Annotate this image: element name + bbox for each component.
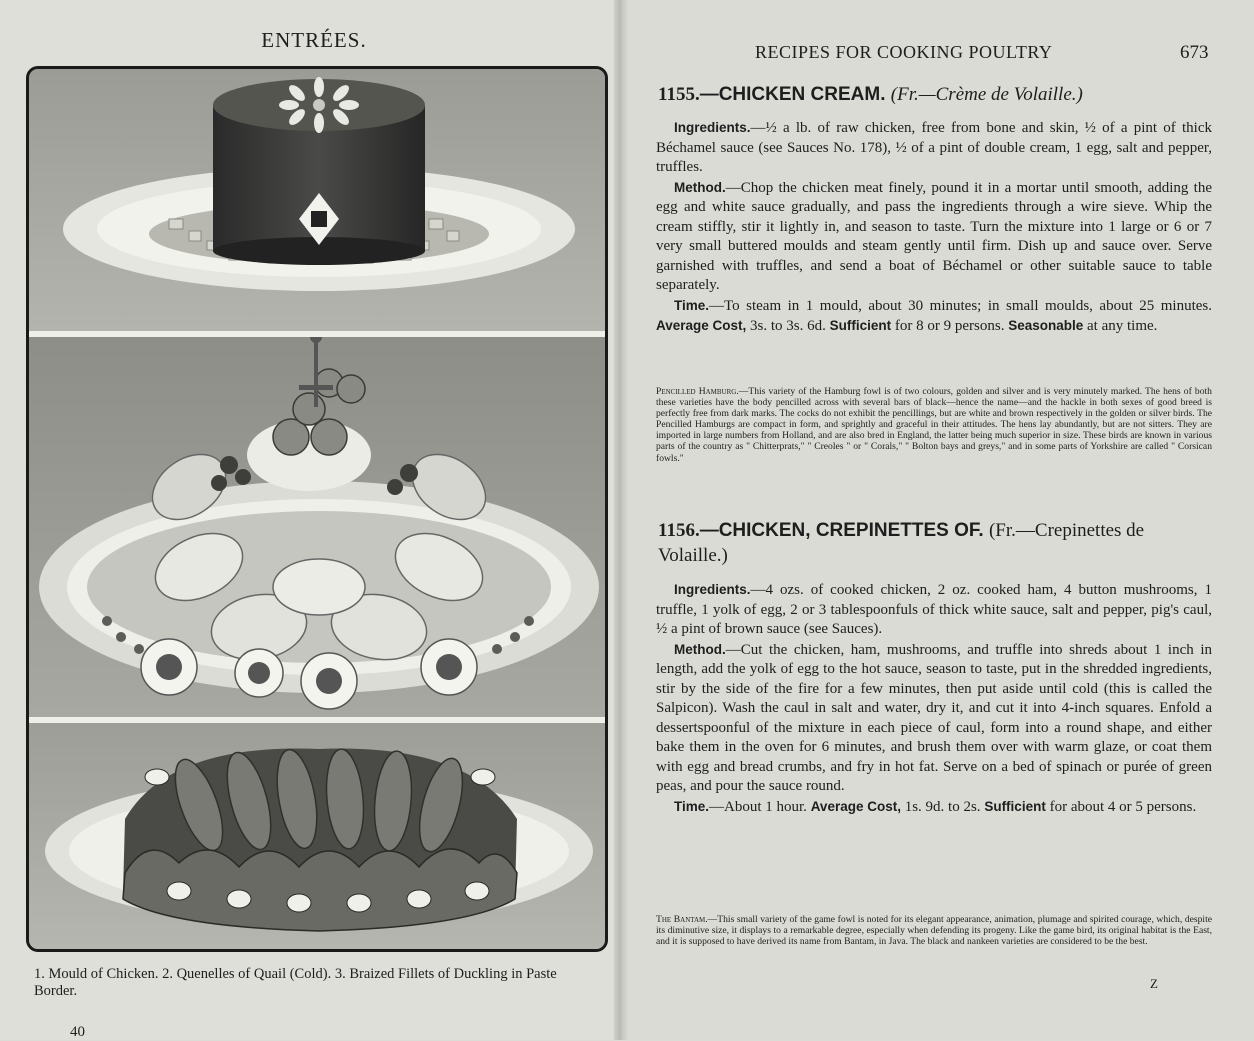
time-paragraph [656, 797, 1212, 818]
cost-text: 1s. 9d. to 2s. [904, 798, 981, 815]
sufficient-text: for 8 or 9 persons. [894, 318, 1005, 334]
right-page-number: 673 [1180, 42, 1209, 63]
note-text: —This small variety of the game fowl is noted for its elegant appearance, animation, plumage and spirited courage, which, despite its diminutive size, it displays to a remarkable degree, especially when defending its progeny. Like the game bird, its original habitat is the East, and it is supposed to have derived its name from Bantam, in Java. The black and nankeen varieties are considered to be the best. [656, 914, 1212, 948]
time-paragraph [656, 296, 1212, 337]
ingredients-text: —½ a lb. of raw chicken, free from bone and skin, ½ of a pint of thick Béchamel sauce (see Sauces No. 178), ½ of a pint of double cream, 1 egg, salt and pepper, truffles. [656, 120, 1212, 175]
note-heading: The Bantam. [656, 914, 708, 925]
method-paragraph [656, 178, 1212, 296]
recipe-name: —CHICKEN CREAM. [699, 84, 886, 105]
time-text: —To steam in 1 mould, about 30 minutes; in small moulds, about 25 minutes. [709, 297, 1212, 314]
cost-label: Average Cost, [656, 318, 747, 333]
signature-mark: Z [1150, 976, 1158, 991]
recipe-1155-title [658, 84, 1218, 106]
braized-fillets-illustration [29, 723, 605, 949]
recipe-number: 1156. [658, 520, 700, 541]
note-text: —This variety of the Hamburg fowl is of two colours, golden and silver and is very minutely marked. The hens of both these varieties have the body pencilled across with several bars of black—hence the name—and the hackle in both sexes of good breed is perfectly free from dark marks. The cocks do not exhibit the pencillings, but are white and brown respectively in the golden or silver birds. The Pencilled Hamburgs are compact in form, and sprightly and graceful in their attitudes. The hens lay abundantly, but are not sitters. They are imported in large numbers from Holland, and are also bred in England, the latter being much superior in size. These birds are known in various parts of the country as " Chitterprats," " Creoles " or " Corals," " Bolton bays and greys," and in some parts of Yorkshire are called " Corsican fowls." [656, 386, 1212, 464]
ingredients-text: —4 ozs. of cooked chicken, 2 oz. cooked ham, 4 button mushrooms, 1 truffle, 1 yolk of egg, 2 or 3 tablespoonfuls of thick white sauce, salt and pepper, pig's caul, ½ a pint of brown sauce (see Sauces). [656, 582, 1212, 637]
method-text: —Chop the chicken meat finely, pound it in a mortar until smooth, adding the egg and white sauce gradually, and pass the ingredients through a wire sieve. Whip the cream stiffly, stir it lightly in, and season to taste. Turn the mixture into 1 large or 6 or 7 very small buttered moulds and steam gently until firm. Dish up and sauce over. Serve garnished with truffles, and send a boat of Béchamel or other suitable sauce to table separately. [656, 179, 1212, 293]
ingredients-paragraph [656, 580, 1212, 640]
time-label: Time. [674, 798, 710, 814]
quenelles-of-quail-illustration [29, 337, 605, 717]
time-label: Time. [674, 297, 710, 313]
mould-of-chicken-illustration [29, 69, 605, 331]
bantam-note [656, 914, 1212, 947]
cost-label: Average Cost, [810, 798, 901, 814]
seasonable-text: at any time. [1087, 318, 1158, 334]
left-page-number: 40 [70, 1024, 85, 1040]
plate-caption: 1. Mould of Chicken. 2. Quenelles of Quail (Cold). 3. Braized Fillets of Duckling in Paste Border. [34, 966, 557, 999]
note-heading: Pencilled Hamburg. [656, 386, 739, 397]
time-text: —About 1 hour. [709, 798, 807, 815]
recipe-french-name: (Fr.—Crepinettes de Volaille.) [658, 520, 1145, 566]
recipe-number: 1155. [658, 84, 700, 105]
left-page-header: ENTRÉES. [261, 28, 367, 52]
method-text: —Cut the chicken, ham, mushrooms, and truffle into shreds about 1 inch in length, add the yolk of egg to the hot sauce, season to taste, put in the shredded ingredients, stir by the side of the fire for a few minutes, then put aside until cold (this is called the Salpicon). Wash the caul in salt and water, dry it, and cut it into 4-inch squares. Enfold a dessertspoonful of the mixture in each piece of caul, form into a round shape, and either bake them in the oven for 6 minutes, and brush them over with warm glaze, or coat them with egg and bread crumbs, and fry in hot fat. Serve on a bed of spinach or purée of green peas, and pour the sauce round. [656, 641, 1212, 794]
recipe-name: —CHICKEN, CREPINETTES OF. [699, 520, 984, 541]
method-label: Method. [674, 179, 726, 195]
running-head: RECIPES FOR COOKING POULTRY [755, 42, 1053, 62]
method-label: Method. [674, 641, 726, 657]
recipe-1155-body [656, 118, 1212, 337]
recipe-french-name: (Fr.—Crème de Volaille.) [890, 84, 1083, 105]
sufficient-text: for about 4 or 5 persons. [1049, 798, 1197, 815]
ingredients-label: Ingredients. [674, 120, 751, 135]
illustration-plate [26, 66, 608, 952]
recipe-1156-body [656, 580, 1212, 817]
sufficient-label: Sufficient [984, 798, 1046, 814]
book-gutter [614, 0, 628, 1040]
seasonable-label: Seasonable [1008, 318, 1084, 333]
sufficient-label: Sufficient [829, 318, 892, 333]
cost-text: 3s. to 3s. 6d. [750, 318, 826, 334]
ingredients-paragraph [656, 118, 1212, 178]
recipe-1156-title [658, 518, 1218, 568]
pencilled-hamburg-note [656, 386, 1212, 464]
method-paragraph [656, 640, 1212, 797]
ingredients-label: Ingredients. [674, 582, 751, 597]
